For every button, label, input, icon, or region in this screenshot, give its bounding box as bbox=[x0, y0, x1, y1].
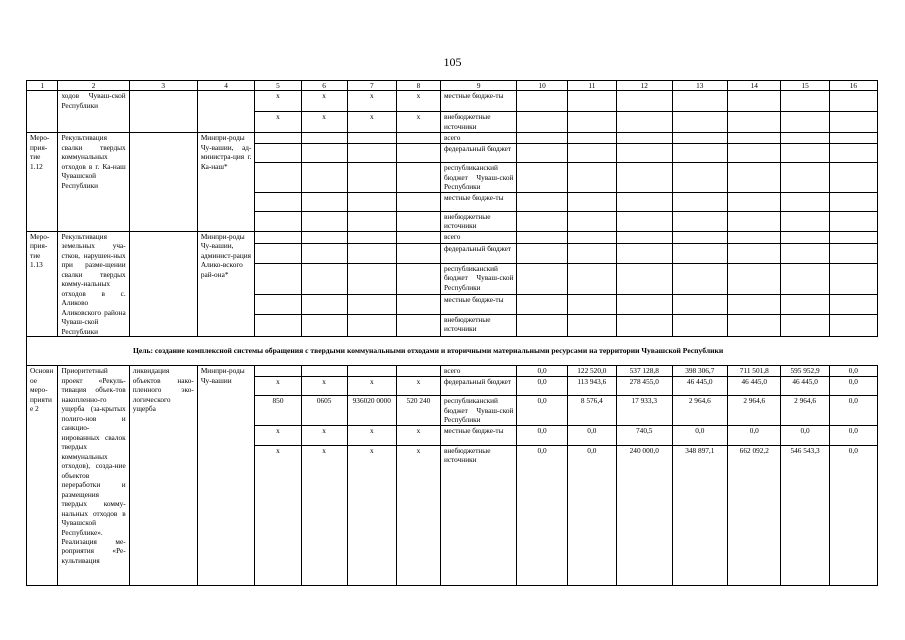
value-cell bbox=[672, 231, 728, 243]
code-cell: х bbox=[396, 112, 440, 133]
column-header: 10 bbox=[517, 81, 567, 91]
code-cell bbox=[301, 211, 347, 231]
code-cell bbox=[347, 314, 396, 336]
project-cell bbox=[129, 91, 197, 133]
code-cell: х bbox=[255, 425, 301, 445]
value-cell bbox=[781, 163, 829, 192]
header-row bbox=[27, 81, 878, 91]
value-cell bbox=[728, 133, 781, 144]
table-row bbox=[27, 366, 878, 377]
code-cell: х bbox=[255, 112, 301, 133]
value-cell bbox=[829, 231, 877, 243]
code-cell: х bbox=[255, 377, 301, 396]
column-header: 16 bbox=[829, 81, 877, 91]
value-cell: 17 933,3 bbox=[616, 396, 672, 425]
value-cell bbox=[616, 91, 672, 112]
value-cell bbox=[829, 163, 877, 192]
value-cell bbox=[728, 294, 781, 314]
value-cell bbox=[829, 294, 877, 314]
value-cell bbox=[728, 163, 781, 192]
code-cell bbox=[255, 144, 301, 163]
column-header: 7 bbox=[347, 81, 396, 91]
code-cell bbox=[347, 192, 396, 211]
code-cell: х bbox=[255, 91, 301, 112]
code-cell bbox=[396, 192, 440, 211]
column-header: 14 bbox=[728, 81, 781, 91]
value-cell: 46 445,0 bbox=[672, 377, 728, 396]
value-cell bbox=[616, 144, 672, 163]
value-cell bbox=[672, 144, 728, 163]
column-header: 3 bbox=[129, 81, 197, 91]
value-cell bbox=[781, 192, 829, 211]
goal-gap-cell bbox=[829, 337, 877, 366]
activity-code-cell: Меро-прия-тие 1.12 bbox=[27, 133, 58, 231]
code-cell bbox=[347, 243, 396, 263]
code-cell: х bbox=[347, 445, 396, 585]
activity-name-cell: ходов Чуваш-ской Республики bbox=[58, 91, 129, 133]
value-cell bbox=[567, 144, 616, 163]
funding-source-cell: федеральный бюджет bbox=[440, 144, 517, 163]
activity-name-cell: Рекультивация свалки твердых коммунальных отходов в г. Ка-наш Чувашской Республики bbox=[58, 133, 129, 231]
value-cell bbox=[781, 263, 829, 294]
value-cell: 0,0 bbox=[517, 445, 567, 585]
column-header: 9 bbox=[440, 81, 517, 91]
value-cell: 240 000,0 bbox=[616, 445, 672, 585]
activity-code-cell: Меро-прия-тие 1.13 bbox=[27, 231, 58, 336]
value-cell bbox=[672, 163, 728, 192]
value-cell: 278 455,0 bbox=[616, 377, 672, 396]
code-cell: х bbox=[347, 112, 396, 133]
value-cell bbox=[728, 91, 781, 112]
code-cell bbox=[301, 163, 347, 192]
value-cell bbox=[616, 192, 672, 211]
value-cell bbox=[517, 294, 567, 314]
funding-source-cell: федеральный бюджет bbox=[440, 377, 517, 396]
code-cell: 850 bbox=[255, 396, 301, 425]
project-cell bbox=[129, 231, 197, 336]
value-cell: 711 501,8 bbox=[728, 366, 781, 377]
table-row bbox=[27, 231, 878, 243]
activity-name-cell: Рекультивация земельных уча-стков, нарушен-ных при разме-щении свалки твердых комму-нальных отходов в с. Аликово Аликовского района Чуваш-ской Республики bbox=[58, 231, 129, 336]
value-cell bbox=[672, 133, 728, 144]
value-cell bbox=[567, 314, 616, 336]
code-cell bbox=[301, 231, 347, 243]
value-cell bbox=[672, 112, 728, 133]
code-cell bbox=[255, 294, 301, 314]
value-cell: 0,0 bbox=[829, 396, 877, 425]
value-cell bbox=[781, 314, 829, 336]
funding-source-cell: местные бюдже-ты bbox=[440, 425, 517, 445]
value-cell: 740,5 bbox=[616, 425, 672, 445]
value-cell bbox=[829, 263, 877, 294]
executor-cell: Минпри-роды Чу-вашии, ад-министра-ция г. Ка-наш* bbox=[197, 133, 255, 231]
value-cell bbox=[728, 144, 781, 163]
value-cell bbox=[616, 163, 672, 192]
value-cell bbox=[672, 294, 728, 314]
funding-source-cell: всего bbox=[440, 133, 517, 144]
code-cell bbox=[301, 144, 347, 163]
value-cell: 0,0 bbox=[567, 445, 616, 585]
code-cell bbox=[347, 231, 396, 243]
value-cell bbox=[672, 243, 728, 263]
code-cell bbox=[301, 314, 347, 336]
value-cell: 0,0 bbox=[728, 425, 781, 445]
value-cell bbox=[616, 112, 672, 133]
code-cell bbox=[255, 263, 301, 294]
code-cell bbox=[301, 366, 347, 377]
value-cell: 0,0 bbox=[517, 366, 567, 377]
value-cell bbox=[672, 314, 728, 336]
funding-source-cell: республиканский бюджет Чуваш-ской Республики bbox=[440, 396, 517, 425]
code-cell: 520 240 bbox=[396, 396, 440, 425]
code-cell: х bbox=[396, 91, 440, 112]
value-cell: 0,0 bbox=[829, 366, 877, 377]
code-cell: х bbox=[347, 425, 396, 445]
funding-source-cell: внебюджетные источники bbox=[440, 445, 517, 585]
value-cell bbox=[517, 133, 567, 144]
value-cell bbox=[781, 112, 829, 133]
value-cell bbox=[781, 133, 829, 144]
project-cell: ликвидация объектов нако-пленного эко-логического ущерба bbox=[129, 366, 197, 585]
value-cell bbox=[728, 112, 781, 133]
code-cell: х bbox=[347, 91, 396, 112]
value-cell bbox=[829, 243, 877, 263]
code-cell bbox=[396, 294, 440, 314]
value-cell bbox=[781, 243, 829, 263]
code-cell bbox=[255, 243, 301, 263]
value-cell bbox=[672, 211, 728, 231]
value-cell bbox=[567, 243, 616, 263]
value-cell: 0,0 bbox=[829, 445, 877, 585]
code-cell bbox=[396, 211, 440, 231]
value-cell: 2 964,6 bbox=[728, 396, 781, 425]
value-cell bbox=[517, 192, 567, 211]
value-cell bbox=[672, 263, 728, 294]
value-cell bbox=[567, 231, 616, 243]
table-row bbox=[27, 133, 878, 144]
value-cell: 546 543,3 bbox=[781, 445, 829, 585]
value-cell bbox=[616, 243, 672, 263]
code-cell bbox=[396, 263, 440, 294]
value-cell: 2 964,6 bbox=[781, 396, 829, 425]
value-cell: 46 445,0 bbox=[728, 377, 781, 396]
executor-cell bbox=[197, 91, 255, 133]
code-cell bbox=[255, 133, 301, 144]
value-cell bbox=[616, 211, 672, 231]
value-cell bbox=[616, 294, 672, 314]
activity-code-cell bbox=[27, 91, 58, 133]
value-cell bbox=[829, 112, 877, 133]
budget-table bbox=[26, 80, 878, 586]
code-cell: х bbox=[301, 91, 347, 112]
code-cell bbox=[396, 133, 440, 144]
value-cell: 0,0 bbox=[517, 377, 567, 396]
value-cell bbox=[567, 112, 616, 133]
column-header: 1 bbox=[27, 81, 58, 91]
value-cell bbox=[728, 263, 781, 294]
code-cell bbox=[396, 231, 440, 243]
value-cell: 537 128,8 bbox=[616, 366, 672, 377]
code-cell bbox=[347, 133, 396, 144]
column-header: 11 bbox=[567, 81, 616, 91]
code-cell bbox=[347, 366, 396, 377]
value-cell: 0,0 bbox=[829, 377, 877, 396]
value-cell: 662 092,2 bbox=[728, 445, 781, 585]
goal-cell: Цель: создание комплексной системы обращения с твердыми коммунальными отходами и вторичными материальными ресурсами на территории Чувашской Республики bbox=[27, 337, 830, 366]
code-cell bbox=[255, 163, 301, 192]
value-cell: 122 520,0 bbox=[567, 366, 616, 377]
funding-source-cell: федеральный бюджет bbox=[440, 243, 517, 263]
funding-source-cell: всего bbox=[440, 231, 517, 243]
value-cell bbox=[728, 231, 781, 243]
value-cell: 398 306,7 bbox=[672, 366, 728, 377]
funding-source-cell: всего bbox=[440, 366, 517, 377]
funding-source-cell: местные бюдже-ты bbox=[440, 91, 517, 112]
value-cell bbox=[567, 133, 616, 144]
code-cell bbox=[347, 163, 396, 192]
value-cell bbox=[517, 91, 567, 112]
code-cell bbox=[396, 163, 440, 192]
code-cell bbox=[301, 294, 347, 314]
code-cell: х bbox=[396, 445, 440, 585]
code-cell bbox=[255, 366, 301, 377]
code-cell bbox=[347, 144, 396, 163]
value-cell bbox=[616, 231, 672, 243]
value-cell bbox=[616, 314, 672, 336]
page-number: 105 bbox=[443, 55, 462, 69]
funding-source-cell: республиканский бюджет Чуваш-ской Республики bbox=[440, 163, 517, 192]
value-cell bbox=[517, 144, 567, 163]
column-header: 12 bbox=[616, 81, 672, 91]
code-cell bbox=[301, 263, 347, 294]
value-cell: 8 576,4 bbox=[567, 396, 616, 425]
value-cell: 348 897,1 bbox=[672, 445, 728, 585]
value-cell: 0,0 bbox=[829, 425, 877, 445]
value-cell bbox=[616, 263, 672, 294]
goal-row bbox=[27, 337, 878, 366]
value-cell bbox=[567, 163, 616, 192]
code-cell: х bbox=[301, 112, 347, 133]
value-cell bbox=[616, 133, 672, 144]
activity-code-cell: Основное меро-приятие 2 bbox=[27, 366, 58, 585]
value-cell: 595 952,9 bbox=[781, 366, 829, 377]
value-cell bbox=[517, 263, 567, 294]
project-cell bbox=[129, 133, 197, 231]
column-header: 8 bbox=[396, 81, 440, 91]
value-cell bbox=[781, 294, 829, 314]
value-cell: 0,0 bbox=[517, 425, 567, 445]
code-cell bbox=[396, 144, 440, 163]
value-cell: 2 964,6 bbox=[672, 396, 728, 425]
code-cell bbox=[255, 231, 301, 243]
code-cell bbox=[396, 314, 440, 336]
table-row bbox=[27, 91, 878, 112]
executor-cell: Минпри-роды Чу-вашии, админист-рация Алико-вского рай-она* bbox=[197, 231, 255, 336]
value-cell bbox=[567, 294, 616, 314]
code-cell bbox=[255, 314, 301, 336]
code-cell bbox=[255, 211, 301, 231]
code-cell bbox=[347, 294, 396, 314]
value-cell: 113 943,6 bbox=[567, 377, 616, 396]
value-cell bbox=[781, 211, 829, 231]
column-header: 2 bbox=[58, 81, 129, 91]
funding-source-cell: внебюджетные источники bbox=[440, 314, 517, 336]
value-cell bbox=[567, 263, 616, 294]
code-cell bbox=[347, 263, 396, 294]
code-cell: х bbox=[396, 377, 440, 396]
value-cell bbox=[829, 314, 877, 336]
value-cell bbox=[829, 192, 877, 211]
column-header: 6 bbox=[301, 81, 347, 91]
value-cell bbox=[728, 211, 781, 231]
value-cell bbox=[517, 211, 567, 231]
value-cell bbox=[829, 133, 877, 144]
column-header: 4 bbox=[197, 81, 255, 91]
value-cell bbox=[517, 314, 567, 336]
code-cell: 0605 bbox=[301, 396, 347, 425]
code-cell: х bbox=[255, 445, 301, 585]
value-cell bbox=[781, 231, 829, 243]
code-cell: х bbox=[301, 445, 347, 585]
value-cell bbox=[728, 192, 781, 211]
code-cell: х bbox=[301, 425, 347, 445]
value-cell bbox=[672, 91, 728, 112]
value-cell bbox=[781, 144, 829, 163]
value-cell bbox=[672, 192, 728, 211]
value-cell bbox=[567, 192, 616, 211]
funding-source-cell: местные бюдже-ты bbox=[440, 192, 517, 211]
funding-source-cell: внебюджетные источники bbox=[440, 112, 517, 133]
value-cell bbox=[567, 91, 616, 112]
value-cell: 0,0 bbox=[567, 425, 616, 445]
value-cell bbox=[728, 243, 781, 263]
code-cell bbox=[301, 243, 347, 263]
column-header: 5 bbox=[255, 81, 301, 91]
code-cell bbox=[347, 211, 396, 231]
value-cell bbox=[517, 243, 567, 263]
code-cell: х bbox=[396, 425, 440, 445]
value-cell bbox=[728, 314, 781, 336]
column-header: 15 bbox=[781, 81, 829, 91]
value-cell bbox=[517, 112, 567, 133]
funding-source-cell: республиканский бюджет Чуваш-ской Республики bbox=[440, 263, 517, 294]
value-cell bbox=[517, 163, 567, 192]
value-cell bbox=[781, 91, 829, 112]
value-cell: 0,0 bbox=[672, 425, 728, 445]
column-header: 13 bbox=[672, 81, 728, 91]
executor-cell: Минпри-роды Чу-вашии bbox=[197, 366, 255, 585]
code-cell bbox=[301, 192, 347, 211]
value-cell bbox=[567, 211, 616, 231]
code-cell: х bbox=[347, 377, 396, 396]
value-cell bbox=[829, 144, 877, 163]
value-cell bbox=[829, 211, 877, 231]
code-cell bbox=[301, 133, 347, 144]
value-cell: 46 445,0 bbox=[781, 377, 829, 396]
funding-source-cell: внебюджетные источники bbox=[440, 211, 517, 231]
code-cell: 936020 0000 bbox=[347, 396, 396, 425]
value-cell bbox=[829, 91, 877, 112]
code-cell: х bbox=[301, 377, 347, 396]
code-cell bbox=[396, 366, 440, 377]
value-cell: 0,0 bbox=[781, 425, 829, 445]
code-cell bbox=[255, 192, 301, 211]
value-cell: 0,0 bbox=[517, 396, 567, 425]
activity-name-cell: Приоритетный проект «Рекуль-тивация объек-тов накопленно-го ущерба (за-крытых полиго-нов и санкцио-нированных свалок твердых коммунальных отходов), созда-ние объектов переработки и размещения твердых комму-нальных отходов в Чувашской Республике». Реализация ме-роприятия «Ре-культивация bbox=[58, 366, 129, 585]
funding-source-cell: местные бюдже-ты bbox=[440, 294, 517, 314]
value-cell bbox=[517, 231, 567, 243]
code-cell bbox=[396, 243, 440, 263]
